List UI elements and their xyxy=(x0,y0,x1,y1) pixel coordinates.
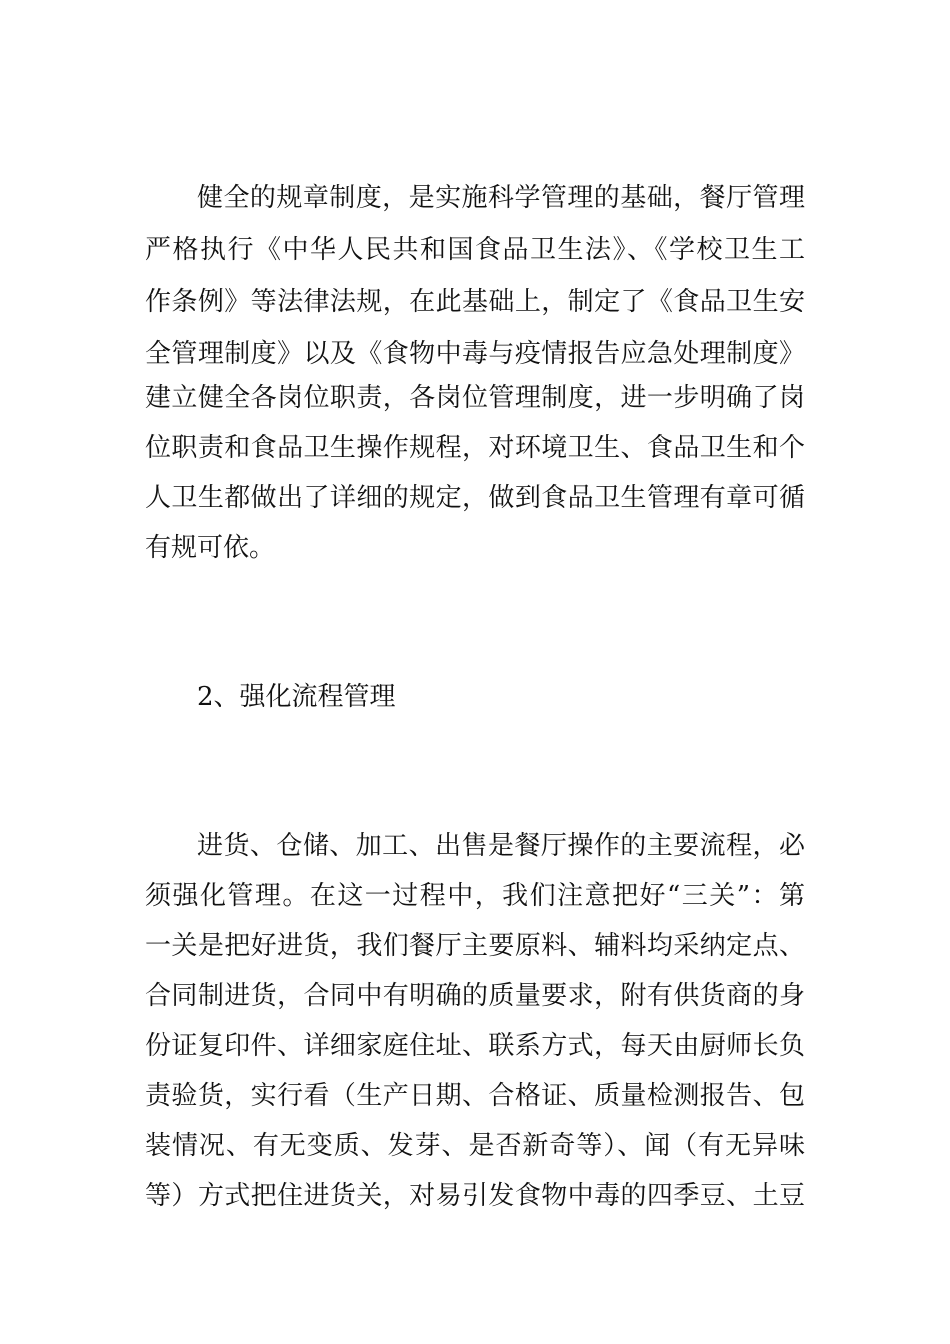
paragraph-line: 健全的规章制度，是实施科学管理的基础，餐厅管理 xyxy=(197,183,805,213)
paragraph-line: 装情况、有无变质、发芽、是否新奇等）、闻（有无异味 xyxy=(145,1131,805,1161)
paragraph-line: 合同制进货，合同中有明确的质量要求，附有供货商的身 xyxy=(145,981,805,1011)
paragraph-line: 有规可依。 xyxy=(145,533,276,563)
paragraph-line: 责验货，实行看（生产日期、合格证、质量检测报告、包 xyxy=(145,1081,805,1111)
paragraph-line: 位职责和食品卫生操作规程，对环境卫生、食品卫生和个 xyxy=(145,433,805,463)
paragraph-line: 等）方式把住进货关，对易引发食物中毒的四季豆、土豆 xyxy=(145,1181,805,1211)
paragraph-line: 作条例》等法律法规，在此基础上，制定了《食品卫生安 xyxy=(145,287,805,317)
section-heading: 2、强化流程管理 xyxy=(197,682,396,712)
paragraph-line: 一关是把好进货，我们餐厅主要原料、辅料均采纳定点、 xyxy=(145,931,805,961)
paragraph-line: 人卫生都做出了详细的规定，做到食品卫生管理有章可循 xyxy=(145,483,805,513)
paragraph-line: 建立健全各岗位职责，各岗位管理制度，进一步明确了岗 xyxy=(145,383,805,413)
paragraph-line: 份证复印件、详细家庭住址、联系方式，每天由厨师长负 xyxy=(145,1031,805,1061)
paragraph-line: 进货、仓储、加工、出售是餐厅操作的主要流程，必 xyxy=(197,831,805,861)
paragraph-line: 严格执行《中华人民共和国食品卫生法》、《学校卫生工 xyxy=(145,235,805,265)
paragraph-line: 须强化管理。在这一过程中，我们注意把好“三关”：第 xyxy=(145,881,805,911)
paragraph-line: 全管理制度》以及《食物中毒与疫情报告应急处理制度》 xyxy=(145,339,805,369)
